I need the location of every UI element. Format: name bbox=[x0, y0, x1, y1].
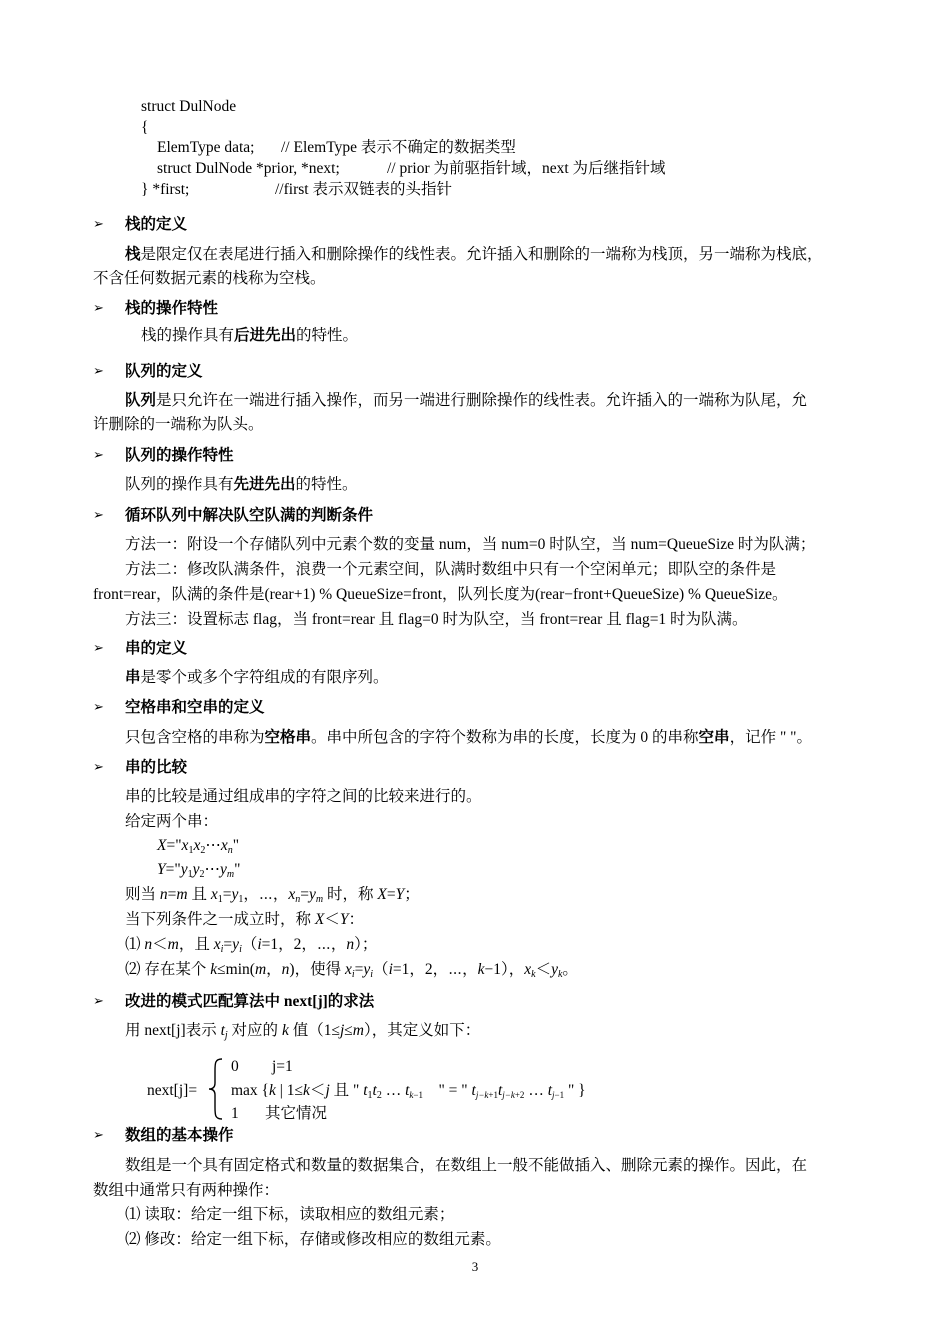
circular-method-2a: 方法二：修改队满条件，浪费一个元素空间，队满时数组中只有一个空闲单元；即队空的条件是 bbox=[125, 561, 777, 578]
code-line-1: struct DulNode bbox=[141, 98, 237, 115]
heading-array-ops: 数组的基本操作 bbox=[125, 1127, 234, 1144]
bullet-icon: ➢ bbox=[93, 301, 104, 316]
term-queue: 队列 bbox=[125, 392, 157, 409]
heading-kmp-next: 改进的模式匹配算法中 next[j]的求法 bbox=[125, 993, 375, 1010]
circular-method-2b: front=rear，队满的条件是(rear+1) % QueueSize=front，队列长度为(rear−front+QueueSize) % QueueSize。 bbox=[93, 586, 788, 603]
bullet-icon: ➢ bbox=[93, 217, 104, 232]
kmp-case-0-value: 0 bbox=[231, 1058, 239, 1075]
kmp-case-2-value: 1 bbox=[231, 1105, 239, 1122]
term-stack: 栈 bbox=[125, 246, 141, 263]
circular-method-3: 方法三：设置标志 flag，当 front=rear 且 flag=0 时为队空，当 front=rear 且 flag=1 时为队满。 bbox=[125, 611, 748, 628]
array-ops-read: ⑴ 读取：给定一组下标，读取相应的数组元素； bbox=[125, 1206, 455, 1223]
code-line-4-comment: // prior 为前驱指针域，next 为后继指针域 bbox=[387, 160, 666, 177]
heading-stack-prop: 栈的操作特性 bbox=[125, 300, 219, 317]
heading-queue-prop: 队列的操作特性 bbox=[125, 447, 234, 464]
code-line-3-code: ElemType data; bbox=[157, 139, 255, 156]
page-number: 3 bbox=[471, 1259, 479, 1274]
array-ops-line-1: 数组是一个具有固定格式和数量的数据集合，在数组上一般不能做插入、删除元素的操作。因此，在 bbox=[125, 1157, 808, 1174]
bullet-icon: ➢ bbox=[93, 364, 104, 379]
stack-def-line-2: 不含任何数据元素的栈称为空栈。 bbox=[93, 270, 326, 287]
circular-method-1: 方法一：附设一个存储队列中元素个数的变量 num，当 num=0 时队空，当 num=QueueSize 时为队满； bbox=[125, 536, 816, 553]
compare-less-intro: 当下列条件之一成立时，称 X＜Y： bbox=[125, 911, 365, 928]
space-string-text: 只包含空格的串称为空格串。串中所包含的字符个数称为串的长度，长度为 0 的串称空串，记作 " "。 bbox=[125, 729, 812, 746]
compare-line-1: 串的比较是通过组成串的字符之间的比较来进行的。 bbox=[125, 788, 482, 805]
heading-space-string: 空格串和空串的定义 bbox=[125, 699, 265, 716]
compare-cond-2: ⑵ 存在某个 k≤min(m，n)，使得 $x_i=y_i(i=1$，2，⋯，k−1），$x_k<y_k$。 bbox=[125, 961, 578, 980]
heading-circular-queue: 循环队列中解决队空队满的判断条件 bbox=[125, 507, 374, 524]
term-string: 串 bbox=[125, 669, 141, 686]
code-line-2: { bbox=[141, 119, 149, 136]
kmp-case-max: max {k | 1≤k＜j 且 " $t_1t_2$ … $t_{k-1}$ " = " $t_{j-k+1}t_{j-k+2}$ … $t_{j-1}$ " } bbox=[231, 1082, 586, 1101]
heading-string-def: 串的定义 bbox=[125, 640, 188, 657]
heading-string-compare: 串的比较 bbox=[125, 759, 188, 776]
code-line-5-code: } *first; bbox=[141, 181, 190, 198]
code-line-3-comment: // ElemType 表示不确定的数据类型 bbox=[281, 139, 516, 156]
stack-def-line-1: 栈是限定仅在表尾进行插入和删除操作的线性表。允许插入和删除的一端称为栈顶，另一端称为栈底， bbox=[125, 246, 823, 263]
queue-def-line-2: 许删除的一端称为队头。 bbox=[93, 416, 264, 433]
bullet-icon: ➢ bbox=[93, 760, 104, 775]
queue-prop-text: 队列的操作具有先进先出的特性。 bbox=[125, 476, 358, 493]
compare-string-y: $Y="y_1y_2\cdots y_m$" bbox=[157, 861, 241, 880]
heading-queue-def: 队列的定义 bbox=[125, 363, 203, 380]
compare-cond-1: ⑴ n＜m，且 $x_i=y_i(i=1$，2，⋯，n）； bbox=[125, 936, 378, 955]
stack-prop-text: 栈的操作具有后进先出的特性。 bbox=[141, 327, 359, 344]
array-ops-modify: ⑵ 修改：给定一组下标，存储或修改相应的数组元素。 bbox=[125, 1231, 501, 1248]
kmp-formula-lhs: next[j]= bbox=[147, 1082, 198, 1099]
kmp-case-0-cond: j=1 bbox=[272, 1058, 293, 1075]
string-def-text: 串是零个或多个字符组成的有限序列。 bbox=[125, 669, 389, 686]
code-line-4-code: struct DulNode *prior, *next; bbox=[157, 160, 340, 177]
kmp-intro: 用 next[j]表示 $t_j$ 对应的 k 值（1≤j≤m），其定义如下： bbox=[125, 1022, 481, 1041]
bullet-icon: ➢ bbox=[93, 994, 104, 1009]
left-brace-icon bbox=[207, 1057, 225, 1121]
bullet-icon: ➢ bbox=[93, 1128, 104, 1143]
compare-equal-cond: 则当 n=m 且 $x_1=y_1$，⋯，$x_n=y_m$ 时，称 X=Y； bbox=[125, 886, 420, 905]
bullet-icon: ➢ bbox=[93, 508, 104, 523]
array-ops-line-2: 数组中通常只有两种操作： bbox=[93, 1182, 280, 1199]
code-line-5-comment: //first 表示双链表的头指针 bbox=[275, 181, 452, 198]
queue-def-line-1: 队列是只允许在一端进行插入操作，而另一端进行删除操作的线性表。允许插入的一端称为队尾，允 bbox=[125, 392, 808, 409]
bullet-icon: ➢ bbox=[93, 448, 104, 463]
compare-string-x: $X="x_1x_2\cdots x_n$" bbox=[157, 837, 240, 856]
bullet-icon: ➢ bbox=[93, 700, 104, 715]
kmp-case-2-cond: 其它情况 bbox=[265, 1105, 328, 1122]
bullet-icon: ➢ bbox=[93, 641, 104, 656]
heading-stack-def: 栈的定义 bbox=[125, 216, 188, 233]
compare-line-2: 给定两个串： bbox=[125, 813, 219, 830]
